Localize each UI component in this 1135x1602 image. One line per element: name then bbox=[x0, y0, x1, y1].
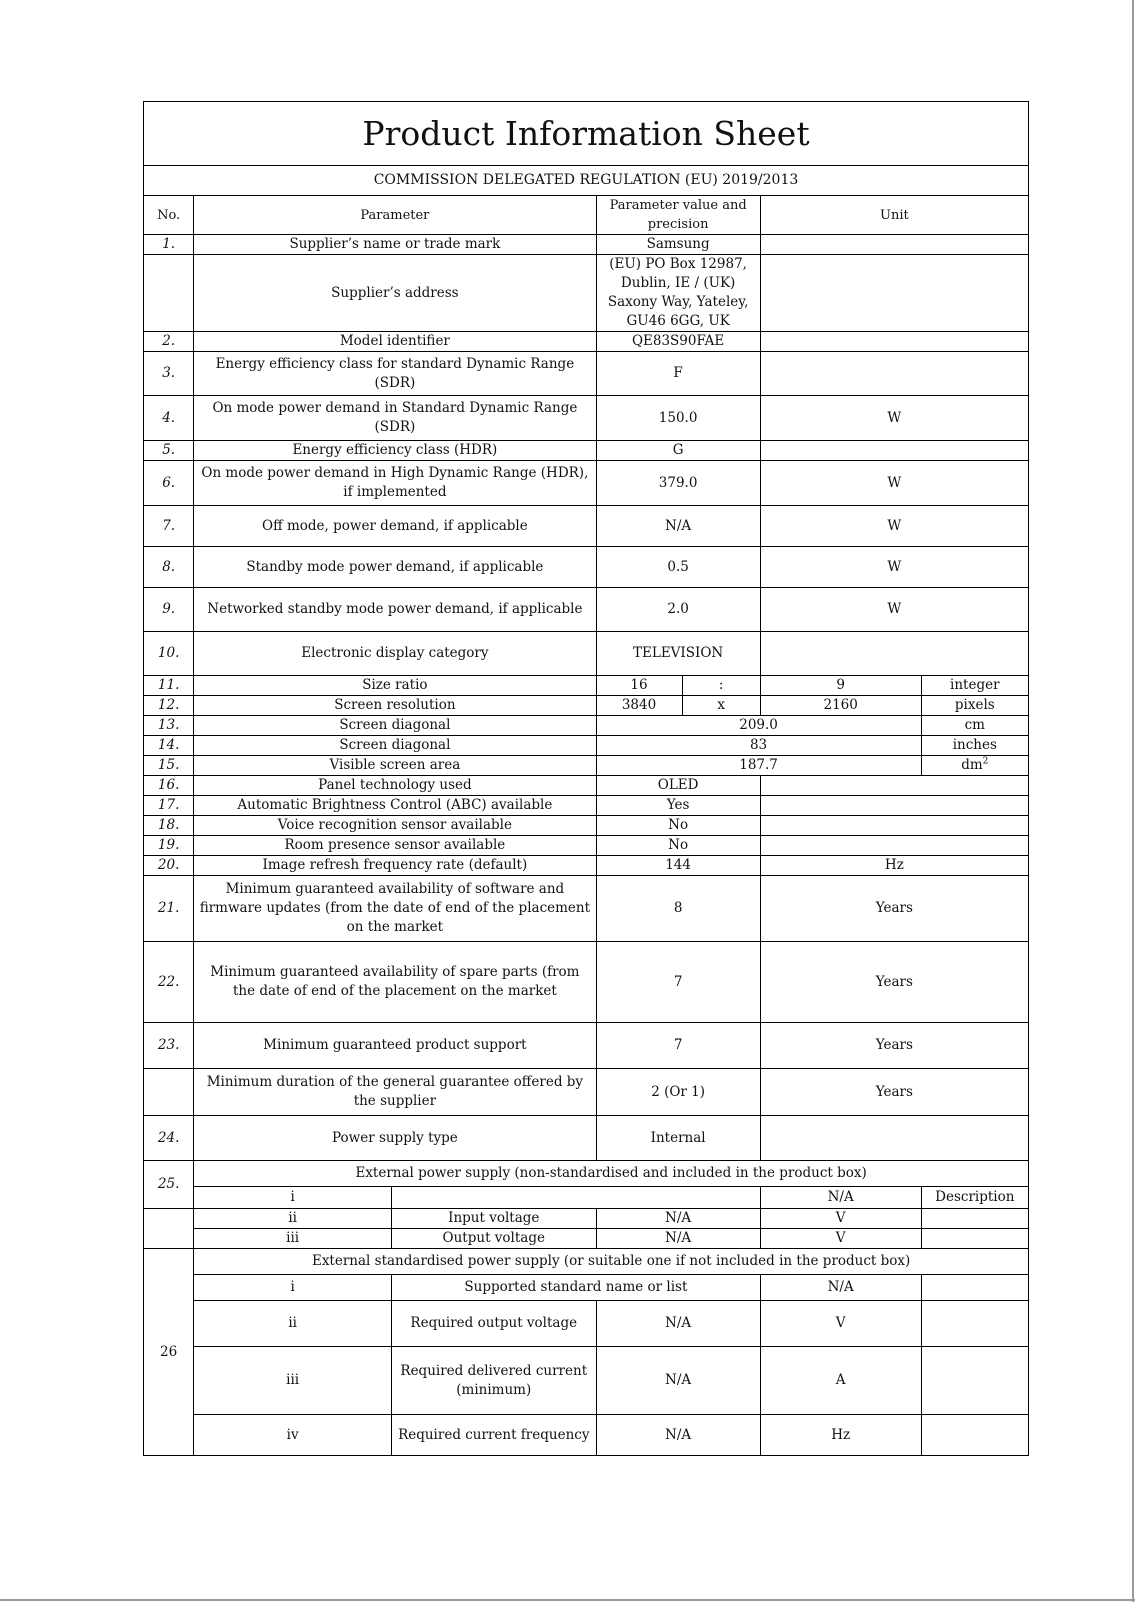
ratio-width-value: 16 bbox=[596, 676, 682, 696]
row-number: 19. bbox=[144, 836, 194, 856]
product-info-table bbox=[143, 101, 1029, 1456]
parameter-value: 7 bbox=[596, 942, 760, 1023]
parameter-value: 379.0 bbox=[596, 461, 760, 506]
parameter-unit bbox=[760, 1116, 1028, 1161]
parameter-unit bbox=[760, 441, 1028, 461]
parameter-value: 150.0 bbox=[596, 396, 760, 441]
parameter-value: Samsung bbox=[596, 235, 760, 255]
parameter-value: 144 bbox=[596, 856, 760, 876]
regulation-title: COMMISSION DELEGATED REGULATION (EU) 2019/2013 bbox=[144, 166, 1029, 196]
sub-parameter-value: N/A bbox=[596, 1301, 760, 1347]
parameter-unit: cm bbox=[921, 716, 1028, 736]
parameter-unit: W bbox=[760, 506, 1028, 547]
parameter-name: Minimum guaranteed availability of spare parts (from the date of end of the placement on the market bbox=[194, 942, 596, 1023]
resolution-separator: x bbox=[682, 696, 760, 716]
parameter-value: No bbox=[596, 816, 760, 836]
parameter-value: G bbox=[596, 441, 760, 461]
parameter-unit bbox=[760, 255, 1028, 332]
parameter-unit: Years bbox=[760, 1069, 1028, 1116]
table-row bbox=[144, 876, 1029, 942]
parameter-unit bbox=[760, 816, 1028, 836]
page-edge-right bbox=[1132, 0, 1134, 1602]
row-number: 18. bbox=[144, 816, 194, 836]
sub-parameter-value: N/A bbox=[596, 1209, 760, 1229]
parameter-unit bbox=[760, 352, 1028, 396]
table-row bbox=[144, 441, 1029, 461]
parameter-value: N/A bbox=[596, 506, 760, 547]
parameter-value: (EU) PO Box 12987, Dublin, IE / (UK) Saxony Way, Yateley, GU46 6GG, UK bbox=[596, 255, 760, 332]
parameter-value: 2 (Or 1) bbox=[596, 1069, 760, 1116]
sub-parameter-name bbox=[392, 1187, 761, 1209]
ratio-separator: : bbox=[682, 676, 760, 696]
table-row bbox=[144, 506, 1029, 547]
parameter-unit: pixels bbox=[921, 696, 1028, 716]
parameter-name: Screen diagonal bbox=[194, 716, 596, 736]
parameter-value: QE83S90FAE bbox=[596, 332, 760, 352]
table-row bbox=[144, 235, 1029, 255]
table-row bbox=[144, 255, 1029, 332]
row-number: 15. bbox=[144, 756, 194, 776]
sub-parameter-unit: Hz bbox=[760, 1415, 921, 1456]
table-row bbox=[144, 816, 1029, 836]
parameter-name: On mode power demand in Standard Dynamic Range (SDR) bbox=[194, 396, 596, 441]
row-number: 6. bbox=[144, 461, 194, 506]
parameter-value: TELEVISION bbox=[596, 632, 760, 676]
table-row bbox=[144, 396, 1029, 441]
table-row bbox=[144, 1229, 1029, 1249]
parameter-name: Off mode, power demand, if applicable bbox=[194, 506, 596, 547]
parameter-name: Voice recognition sensor available bbox=[194, 816, 596, 836]
table-row bbox=[144, 676, 1029, 696]
parameter-unit: W bbox=[760, 396, 1028, 441]
table-row bbox=[144, 756, 1029, 776]
table-row bbox=[144, 588, 1029, 632]
parameter-name: On mode power demand in High Dynamic Range (HDR), if implemented bbox=[194, 461, 596, 506]
parameter-name: Minimum duration of the general guarantee offered by the supplier bbox=[194, 1069, 596, 1116]
row-number: 16. bbox=[144, 776, 194, 796]
sub-index: ii bbox=[194, 1301, 392, 1347]
standardised-power-supply-heading: External standardised power supply (or suitable one if not included in the product box) bbox=[194, 1249, 1029, 1275]
parameter-unit bbox=[760, 235, 1028, 255]
row-number: 7. bbox=[144, 506, 194, 547]
parameter-name: Supplier’s address bbox=[194, 255, 596, 332]
sub-parameter-description bbox=[921, 1415, 1028, 1456]
table-row bbox=[144, 736, 1029, 756]
table-row bbox=[144, 1116, 1029, 1161]
sub-parameter-description bbox=[921, 1209, 1028, 1229]
table-row bbox=[144, 1301, 1029, 1347]
table-row bbox=[144, 1209, 1029, 1229]
parameter-value: 187.7 bbox=[596, 756, 921, 776]
row-number: 26 bbox=[144, 1249, 194, 1456]
sub-index: iii bbox=[194, 1229, 392, 1249]
parameter-name: Model identifier bbox=[194, 332, 596, 352]
parameter-name: Electronic display category bbox=[194, 632, 596, 676]
parameter-unit: Hz bbox=[760, 856, 1028, 876]
parameter-unit: Years bbox=[760, 942, 1028, 1023]
table-row bbox=[144, 836, 1029, 856]
parameter-value: OLED bbox=[596, 776, 760, 796]
table-row bbox=[144, 547, 1029, 588]
row-number: 21. bbox=[144, 876, 194, 942]
sub-parameter-name: Required output voltage bbox=[392, 1301, 596, 1347]
table-row bbox=[144, 1187, 1029, 1209]
parameter-name: Room presence sensor available bbox=[194, 836, 596, 856]
parameter-value: 8 bbox=[596, 876, 760, 942]
table-row bbox=[144, 332, 1029, 352]
sub-parameter-value: N/A bbox=[596, 1415, 760, 1456]
resolution-height-value: 2160 bbox=[760, 696, 921, 716]
parameter-unit: inches bbox=[921, 736, 1028, 756]
header-no: No. bbox=[144, 196, 194, 235]
table-row bbox=[144, 716, 1029, 736]
row-number: 11. bbox=[144, 676, 194, 696]
sub-index: ii bbox=[194, 1209, 392, 1229]
sub-parameter-description bbox=[921, 1347, 1028, 1415]
sub-parameter-unit: A bbox=[760, 1347, 921, 1415]
row-number: 3. bbox=[144, 352, 194, 396]
row-number: 4. bbox=[144, 396, 194, 441]
product-information-sheet bbox=[143, 101, 1029, 1456]
sub-parameter-description bbox=[921, 1229, 1028, 1249]
row-number bbox=[144, 1069, 194, 1116]
row-number: 8. bbox=[144, 547, 194, 588]
sub-parameter-unit: V bbox=[760, 1301, 921, 1347]
table-row bbox=[144, 1249, 1029, 1275]
row-number bbox=[144, 1209, 194, 1249]
parameter-value: No bbox=[596, 836, 760, 856]
parameter-value: Internal bbox=[596, 1116, 760, 1161]
table-row bbox=[144, 696, 1029, 716]
sub-index: i bbox=[194, 1275, 392, 1301]
header-unit: Unit bbox=[760, 196, 1028, 235]
row-number: 22. bbox=[144, 942, 194, 1023]
parameter-value: 209.0 bbox=[596, 716, 921, 736]
table-row bbox=[144, 942, 1029, 1023]
parameter-name: Visible screen area bbox=[194, 756, 596, 776]
sub-parameter-unit: N/A bbox=[760, 1187, 921, 1209]
table-row bbox=[144, 1347, 1029, 1415]
row-number: 24. bbox=[144, 1116, 194, 1161]
sub-index: iv bbox=[194, 1415, 392, 1456]
row-number: 17. bbox=[144, 796, 194, 816]
sub-parameter-name: Required current frequency bbox=[392, 1415, 596, 1456]
parameter-unit: W bbox=[760, 547, 1028, 588]
parameter-name: Screen diagonal bbox=[194, 736, 596, 756]
parameter-value: 83 bbox=[596, 736, 921, 756]
parameter-name: Energy efficiency class for standard Dynamic Range (SDR) bbox=[194, 352, 596, 396]
row-number: 14. bbox=[144, 736, 194, 756]
table-row bbox=[144, 796, 1029, 816]
sub-parameter-name: Required delivered current (minimum) bbox=[392, 1347, 596, 1415]
row-number: 10. bbox=[144, 632, 194, 676]
table-row bbox=[144, 1275, 1029, 1301]
parameter-name: Networked standby mode power demand, if applicable bbox=[194, 588, 596, 632]
parameter-name: Minimum guaranteed availability of software and firmware updates (from the date of end of the placement on the market bbox=[194, 876, 596, 942]
parameter-value: Yes bbox=[596, 796, 760, 816]
parameter-value: F bbox=[596, 352, 760, 396]
parameter-unit: W bbox=[760, 588, 1028, 632]
parameter-name: Panel technology used bbox=[194, 776, 596, 796]
sub-parameter-unit: V bbox=[760, 1229, 921, 1249]
table-row bbox=[144, 856, 1029, 876]
parameter-unit bbox=[921, 756, 1028, 776]
external-power-supply-heading: External power supply (non-standardised and included in the product box) bbox=[194, 1161, 1029, 1187]
sub-parameter-description: Description bbox=[921, 1187, 1028, 1209]
row-number bbox=[144, 255, 194, 332]
page-edge-bottom bbox=[0, 1599, 1135, 1601]
parameter-value: 2.0 bbox=[596, 588, 760, 632]
sub-parameter-value: N/A bbox=[596, 1347, 760, 1415]
sub-parameter-value: N/A bbox=[596, 1229, 760, 1249]
unit-text: dm bbox=[961, 757, 983, 773]
row-number: 1. bbox=[144, 235, 194, 255]
row-number: 20. bbox=[144, 856, 194, 876]
parameter-name: Automatic Brightness Control (ABC) available bbox=[194, 796, 596, 816]
parameter-unit: Years bbox=[760, 1023, 1028, 1069]
parameter-name: Power supply type bbox=[194, 1116, 596, 1161]
sub-parameter-description bbox=[921, 1275, 1028, 1301]
parameter-unit bbox=[760, 776, 1028, 796]
parameter-name: Image refresh frequency rate (default) bbox=[194, 856, 596, 876]
resolution-width-value: 3840 bbox=[596, 696, 682, 716]
sub-parameter-name: Supported standard name or list bbox=[392, 1275, 761, 1301]
parameter-name: Size ratio bbox=[194, 676, 596, 696]
table-row bbox=[144, 1415, 1029, 1456]
parameter-name: Screen resolution bbox=[194, 696, 596, 716]
page-title: Product Information Sheet bbox=[144, 102, 1029, 166]
table-row bbox=[144, 352, 1029, 396]
sub-parameter-name: Output voltage bbox=[392, 1229, 596, 1249]
row-number: 5. bbox=[144, 441, 194, 461]
unit-superscript: 2 bbox=[982, 756, 989, 767]
sub-parameter-name: Input voltage bbox=[392, 1209, 596, 1229]
parameter-name: Minimum guaranteed product support bbox=[194, 1023, 596, 1069]
table-row bbox=[144, 1161, 1029, 1187]
table-row bbox=[144, 461, 1029, 506]
row-number: 25. bbox=[144, 1161, 194, 1209]
sub-parameter-unit: N/A bbox=[760, 1275, 921, 1301]
sub-parameter-description bbox=[921, 1301, 1028, 1347]
parameter-unit: integer bbox=[921, 676, 1028, 696]
row-number: 13. bbox=[144, 716, 194, 736]
parameter-unit bbox=[760, 332, 1028, 352]
parameter-name: Standby mode power demand, if applicable bbox=[194, 547, 596, 588]
sub-parameter-unit: V bbox=[760, 1209, 921, 1229]
sub-index: i bbox=[194, 1187, 392, 1209]
table-row bbox=[144, 1069, 1029, 1116]
row-number: 2. bbox=[144, 332, 194, 352]
parameter-unit: Years bbox=[760, 876, 1028, 942]
parameter-unit: W bbox=[760, 461, 1028, 506]
parameter-value: 0.5 bbox=[596, 547, 760, 588]
table-row bbox=[144, 776, 1029, 796]
table-row bbox=[144, 1023, 1029, 1069]
header-parameter: Parameter bbox=[194, 196, 596, 235]
parameter-unit bbox=[760, 632, 1028, 676]
sub-index: iii bbox=[194, 1347, 392, 1415]
table-row bbox=[144, 632, 1029, 676]
parameter-value: 7 bbox=[596, 1023, 760, 1069]
header-value: Parameter value and precision bbox=[596, 196, 760, 235]
parameter-unit bbox=[760, 836, 1028, 856]
parameter-name: Supplier’s name or trade mark bbox=[194, 235, 596, 255]
ratio-height-value: 9 bbox=[760, 676, 921, 696]
parameter-unit bbox=[760, 796, 1028, 816]
row-number: 23. bbox=[144, 1023, 194, 1069]
row-number: 9. bbox=[144, 588, 194, 632]
parameter-name: Energy efficiency class (HDR) bbox=[194, 441, 596, 461]
row-number: 12. bbox=[144, 696, 194, 716]
